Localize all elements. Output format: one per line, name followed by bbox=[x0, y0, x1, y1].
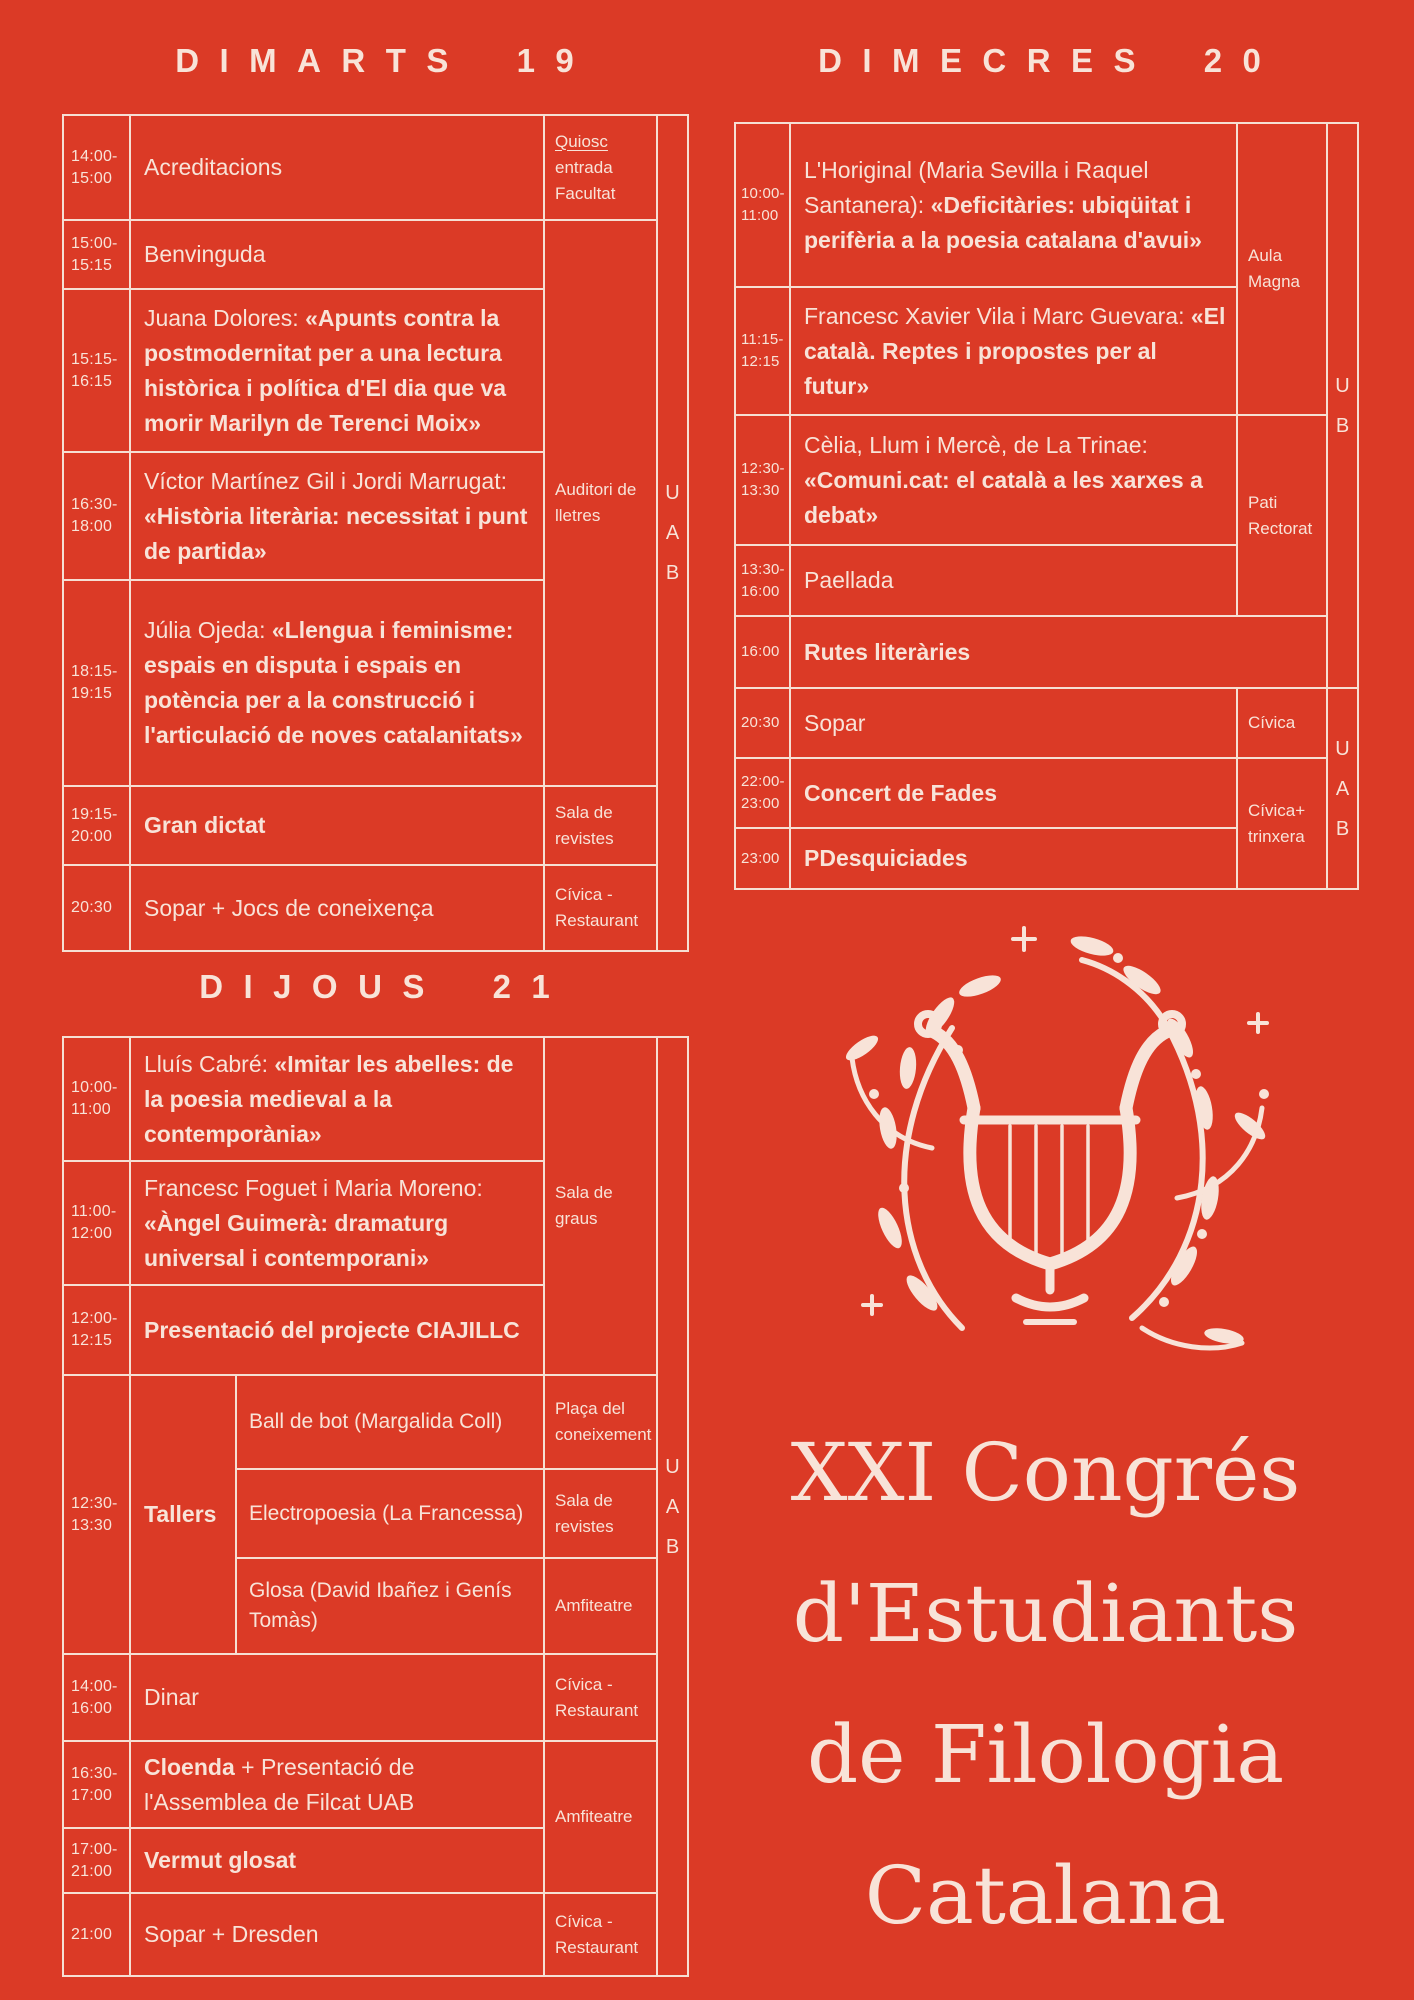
event-label: Paellada bbox=[804, 567, 894, 593]
event-label: Lluís Cabré: bbox=[144, 1050, 275, 1077]
event-title: «Llengua i feminisme: espais en disputa i espais en potència per a la construcció i l'articulació de noves catalanitats» bbox=[144, 617, 523, 748]
event-cell bbox=[131, 1655, 545, 1742]
location-label: Quiosc bbox=[555, 131, 608, 151]
time-cell bbox=[736, 416, 791, 546]
location-label: Sala de graus bbox=[555, 1183, 613, 1228]
event-title: Gran dictat bbox=[144, 812, 266, 838]
event-label: Francesc Foguet i Maria Moreno: bbox=[144, 1174, 483, 1201]
event-title: «Imitar les abelles: de la poesia medieval a la contemporània» bbox=[144, 1050, 514, 1147]
campus-cell-uab bbox=[658, 116, 687, 950]
location-label: Cívica bbox=[1248, 713, 1296, 732]
event-cell bbox=[131, 1742, 545, 1829]
time-label: 12:00- 12:15 bbox=[71, 1310, 118, 1349]
location-cell bbox=[1238, 689, 1328, 759]
time-label: 19:15- 20:00 bbox=[71, 805, 118, 845]
time-label: 14:00- 16:00 bbox=[71, 1677, 118, 1717]
workshop-label: Electropoesia (La Francessa) bbox=[249, 1501, 524, 1525]
time-label: 15:00- 15:15 bbox=[71, 234, 118, 274]
location-label: Cívica - Restaurant bbox=[555, 1911, 639, 1957]
location-cell-amfiteatre bbox=[545, 1742, 658, 1894]
time-cell bbox=[736, 829, 791, 888]
event-cell bbox=[131, 453, 545, 581]
time-label: 16:30- 17:00 bbox=[71, 1764, 118, 1804]
event-label: Júlia Ojeda: bbox=[144, 617, 272, 643]
event-cell bbox=[131, 1162, 545, 1286]
lyre-icon bbox=[812, 898, 1288, 1384]
poster-title-line: Catalana bbox=[864, 1849, 1227, 1942]
time-label: 22:00- 23:00 bbox=[741, 773, 785, 812]
location-cell bbox=[545, 787, 658, 866]
time-cell bbox=[736, 124, 791, 288]
workshop-label: Ball de bot (Margalida Coll) bbox=[249, 1410, 503, 1433]
time-label: 11:15- 12:15 bbox=[741, 331, 784, 370]
event-label: Juana Dolores: bbox=[144, 304, 306, 331]
tallers-label: Tallers bbox=[144, 1501, 217, 1527]
event-cell bbox=[131, 866, 545, 950]
schedule-table-dijous bbox=[62, 1036, 689, 1977]
event-cell bbox=[131, 1286, 545, 1376]
event-label: Sopar bbox=[804, 709, 866, 736]
location-label: Pati Rectorat bbox=[1248, 492, 1313, 538]
time-cell bbox=[64, 1286, 131, 1376]
event-title: «Història literària: necessitat i punt de partida» bbox=[144, 502, 528, 564]
time-cell bbox=[64, 787, 131, 866]
event-title: «Apunts contra la postmodernitat per a una lectura històrica i política d'El dia que va morir Marilyn de Terenci Moix» bbox=[144, 304, 507, 436]
event-cell bbox=[131, 221, 545, 290]
event-cell bbox=[131, 1894, 545, 1975]
time-cell bbox=[64, 453, 131, 581]
event-label: Sopar + Dresden bbox=[144, 1921, 319, 1947]
time-label: 16:00 bbox=[741, 643, 780, 660]
location-label: Cívica - Restaurant bbox=[555, 1674, 639, 1720]
event-cell bbox=[131, 1038, 545, 1162]
event-cell bbox=[131, 116, 545, 221]
time-label: 18:15- 19:15 bbox=[71, 663, 118, 702]
time-label: 12:30- 13:30 bbox=[71, 1494, 118, 1534]
event-label: Francesc Xavier Vila i Marc Guevara: bbox=[804, 302, 1191, 329]
location-cell bbox=[545, 1655, 658, 1742]
event-label: Cèlia, Llum i Mercè, de La Trinae: bbox=[804, 431, 1148, 458]
time-cell bbox=[64, 221, 131, 290]
location-cell bbox=[545, 866, 658, 950]
location-cell bbox=[545, 1376, 658, 1470]
location-label: Plaça del coneixement bbox=[555, 1399, 652, 1444]
time-label: 14:00- 15:00 bbox=[71, 147, 118, 187]
location-label: entrada Facultat bbox=[555, 157, 616, 203]
time-label: 23:00 bbox=[741, 849, 780, 867]
event-label: Sopar + Jocs de coneixença bbox=[144, 894, 434, 921]
location-cell bbox=[545, 1470, 658, 1559]
event-cell bbox=[131, 290, 545, 453]
time-label: 21:00 bbox=[71, 1925, 113, 1943]
campus-label: UAB bbox=[665, 1455, 680, 1558]
location-label: Auditori de lletres bbox=[555, 480, 637, 525]
event-cell bbox=[791, 288, 1238, 416]
poster-title-line: XXI Congrés bbox=[790, 1426, 1301, 1519]
event-label: L'Horiginal (Maria Sevilla i Raquel Santanera): bbox=[804, 156, 1149, 218]
event-cell bbox=[791, 829, 1238, 888]
time-cell bbox=[64, 581, 131, 787]
time-cell bbox=[64, 116, 131, 221]
time-label: 11:00- 12:00 bbox=[71, 1203, 117, 1242]
event-label: Víctor Martínez Gil i Jordi Marrugat: bbox=[144, 467, 507, 494]
schedule-table-dimarts bbox=[62, 114, 689, 952]
time-label: 12:30- 13:30 bbox=[741, 460, 785, 499]
poster-title-line: de Filologia bbox=[806, 1708, 1285, 1801]
workshop-cell bbox=[237, 1376, 545, 1470]
time-cell bbox=[736, 546, 791, 617]
campus-label: UAB bbox=[665, 482, 680, 584]
time-label: 10:00- 11:00 bbox=[71, 1079, 118, 1118]
location-cell-pati-rectorat bbox=[1238, 416, 1328, 617]
event-title: Cloenda bbox=[144, 1753, 235, 1780]
event-title: Vermut glosat bbox=[144, 1847, 297, 1873]
location-label: Sala de revistes bbox=[555, 802, 614, 848]
event-title: «Deficitàries: ubiqüitat i perifèria a la poesia catalana d'avui» bbox=[804, 191, 1202, 253]
workshop-cell bbox=[237, 1470, 545, 1559]
event-label: Dinar bbox=[144, 1684, 199, 1710]
location-cell bbox=[545, 1894, 658, 1975]
campus-cell-uab bbox=[658, 1038, 687, 1975]
event-cell bbox=[131, 581, 545, 787]
campus-cell-uab bbox=[1328, 689, 1357, 888]
time-cell bbox=[64, 1829, 131, 1894]
location-cell-civica-trinxera bbox=[1238, 759, 1328, 888]
event-cell bbox=[791, 416, 1238, 546]
time-label: 20:30 bbox=[71, 899, 113, 916]
time-cell bbox=[64, 1655, 131, 1742]
location-label: Cívica - Restaurant bbox=[555, 885, 639, 930]
location-cell-auditori bbox=[545, 221, 658, 787]
day-header-dimarts: DIMARTS 19 bbox=[175, 42, 595, 79]
event-label: + Presentació de l'Assemblea de Filcat UAB bbox=[144, 1753, 415, 1815]
time-cell bbox=[64, 1742, 131, 1829]
event-title: Rutes literàries bbox=[804, 638, 971, 665]
time-cell bbox=[736, 288, 791, 416]
time-label: 10:00- 11:00 bbox=[741, 185, 785, 224]
time-cell bbox=[736, 617, 791, 689]
location-cell-aula-magna bbox=[1238, 124, 1328, 416]
time-label: 17:00- 21:00 bbox=[71, 1840, 118, 1880]
location-label: Amfiteatre bbox=[555, 1596, 633, 1615]
event-cell bbox=[791, 546, 1238, 617]
poster-title-line: d'Estudiants bbox=[792, 1567, 1299, 1660]
location-label: Cívica+ trinxera bbox=[1248, 800, 1306, 846]
event-cell bbox=[131, 787, 545, 866]
day-header-dimecres: DIMECRES 20 bbox=[818, 42, 1282, 79]
event-cell bbox=[791, 689, 1238, 759]
workshop-label: Glosa (David Ibañez i Genís Tomàs) bbox=[249, 1579, 512, 1632]
event-label: Acreditacions bbox=[144, 154, 283, 180]
event-title: Concert de Fades bbox=[804, 779, 997, 806]
time-cell bbox=[64, 1162, 131, 1286]
time-cell bbox=[64, 1038, 131, 1162]
time-cell bbox=[64, 866, 131, 950]
time-label: 15:15- 16:15 bbox=[71, 350, 118, 390]
campus-label: UAB bbox=[1335, 737, 1350, 840]
tallers-label-cell bbox=[131, 1376, 237, 1655]
event-cell-rutes bbox=[791, 617, 1328, 689]
time-cell-tallers bbox=[64, 1376, 131, 1655]
event-title: «El català. Reptes i propostes per al futur» bbox=[804, 302, 1226, 399]
event-cell bbox=[131, 1829, 545, 1894]
schedule-table-dimecres bbox=[734, 122, 1359, 890]
poster-title bbox=[724, 1402, 1367, 1966]
event-title: Presentació del projecte CIAJILLC bbox=[144, 1316, 520, 1343]
location-cell bbox=[545, 116, 658, 221]
event-title: «Comuni.cat: el català a les xarxes a debat» bbox=[804, 466, 1203, 528]
day-header-dijous: DIJOUS 21 bbox=[199, 968, 571, 1005]
location-cell-sala-graus bbox=[545, 1038, 658, 1376]
location-label: Amfiteatre bbox=[555, 1807, 633, 1826]
event-title: «Àngel Guimerà: dramaturg universal i contemporani» bbox=[144, 1209, 449, 1271]
event-cell bbox=[791, 759, 1238, 829]
campus-cell-ub bbox=[1328, 124, 1357, 689]
time-cell bbox=[736, 759, 791, 829]
location-label: Aula Magna bbox=[1248, 246, 1300, 291]
time-label: 13:30- 16:00 bbox=[741, 560, 785, 600]
event-cell bbox=[791, 124, 1238, 288]
time-label: 16:30- 18:00 bbox=[71, 496, 118, 535]
time-label: 20:30 bbox=[741, 714, 780, 731]
time-cell bbox=[736, 689, 791, 759]
event-title: PDesquiciades bbox=[804, 845, 968, 871]
location-cell bbox=[545, 1559, 658, 1655]
location-label: Sala de revistes bbox=[555, 1490, 614, 1536]
time-cell bbox=[64, 290, 131, 453]
event-label: Benvinguda bbox=[144, 241, 266, 267]
time-cell bbox=[64, 1894, 131, 1975]
campus-label: UB bbox=[1335, 374, 1350, 437]
workshop-cell bbox=[237, 1559, 545, 1655]
